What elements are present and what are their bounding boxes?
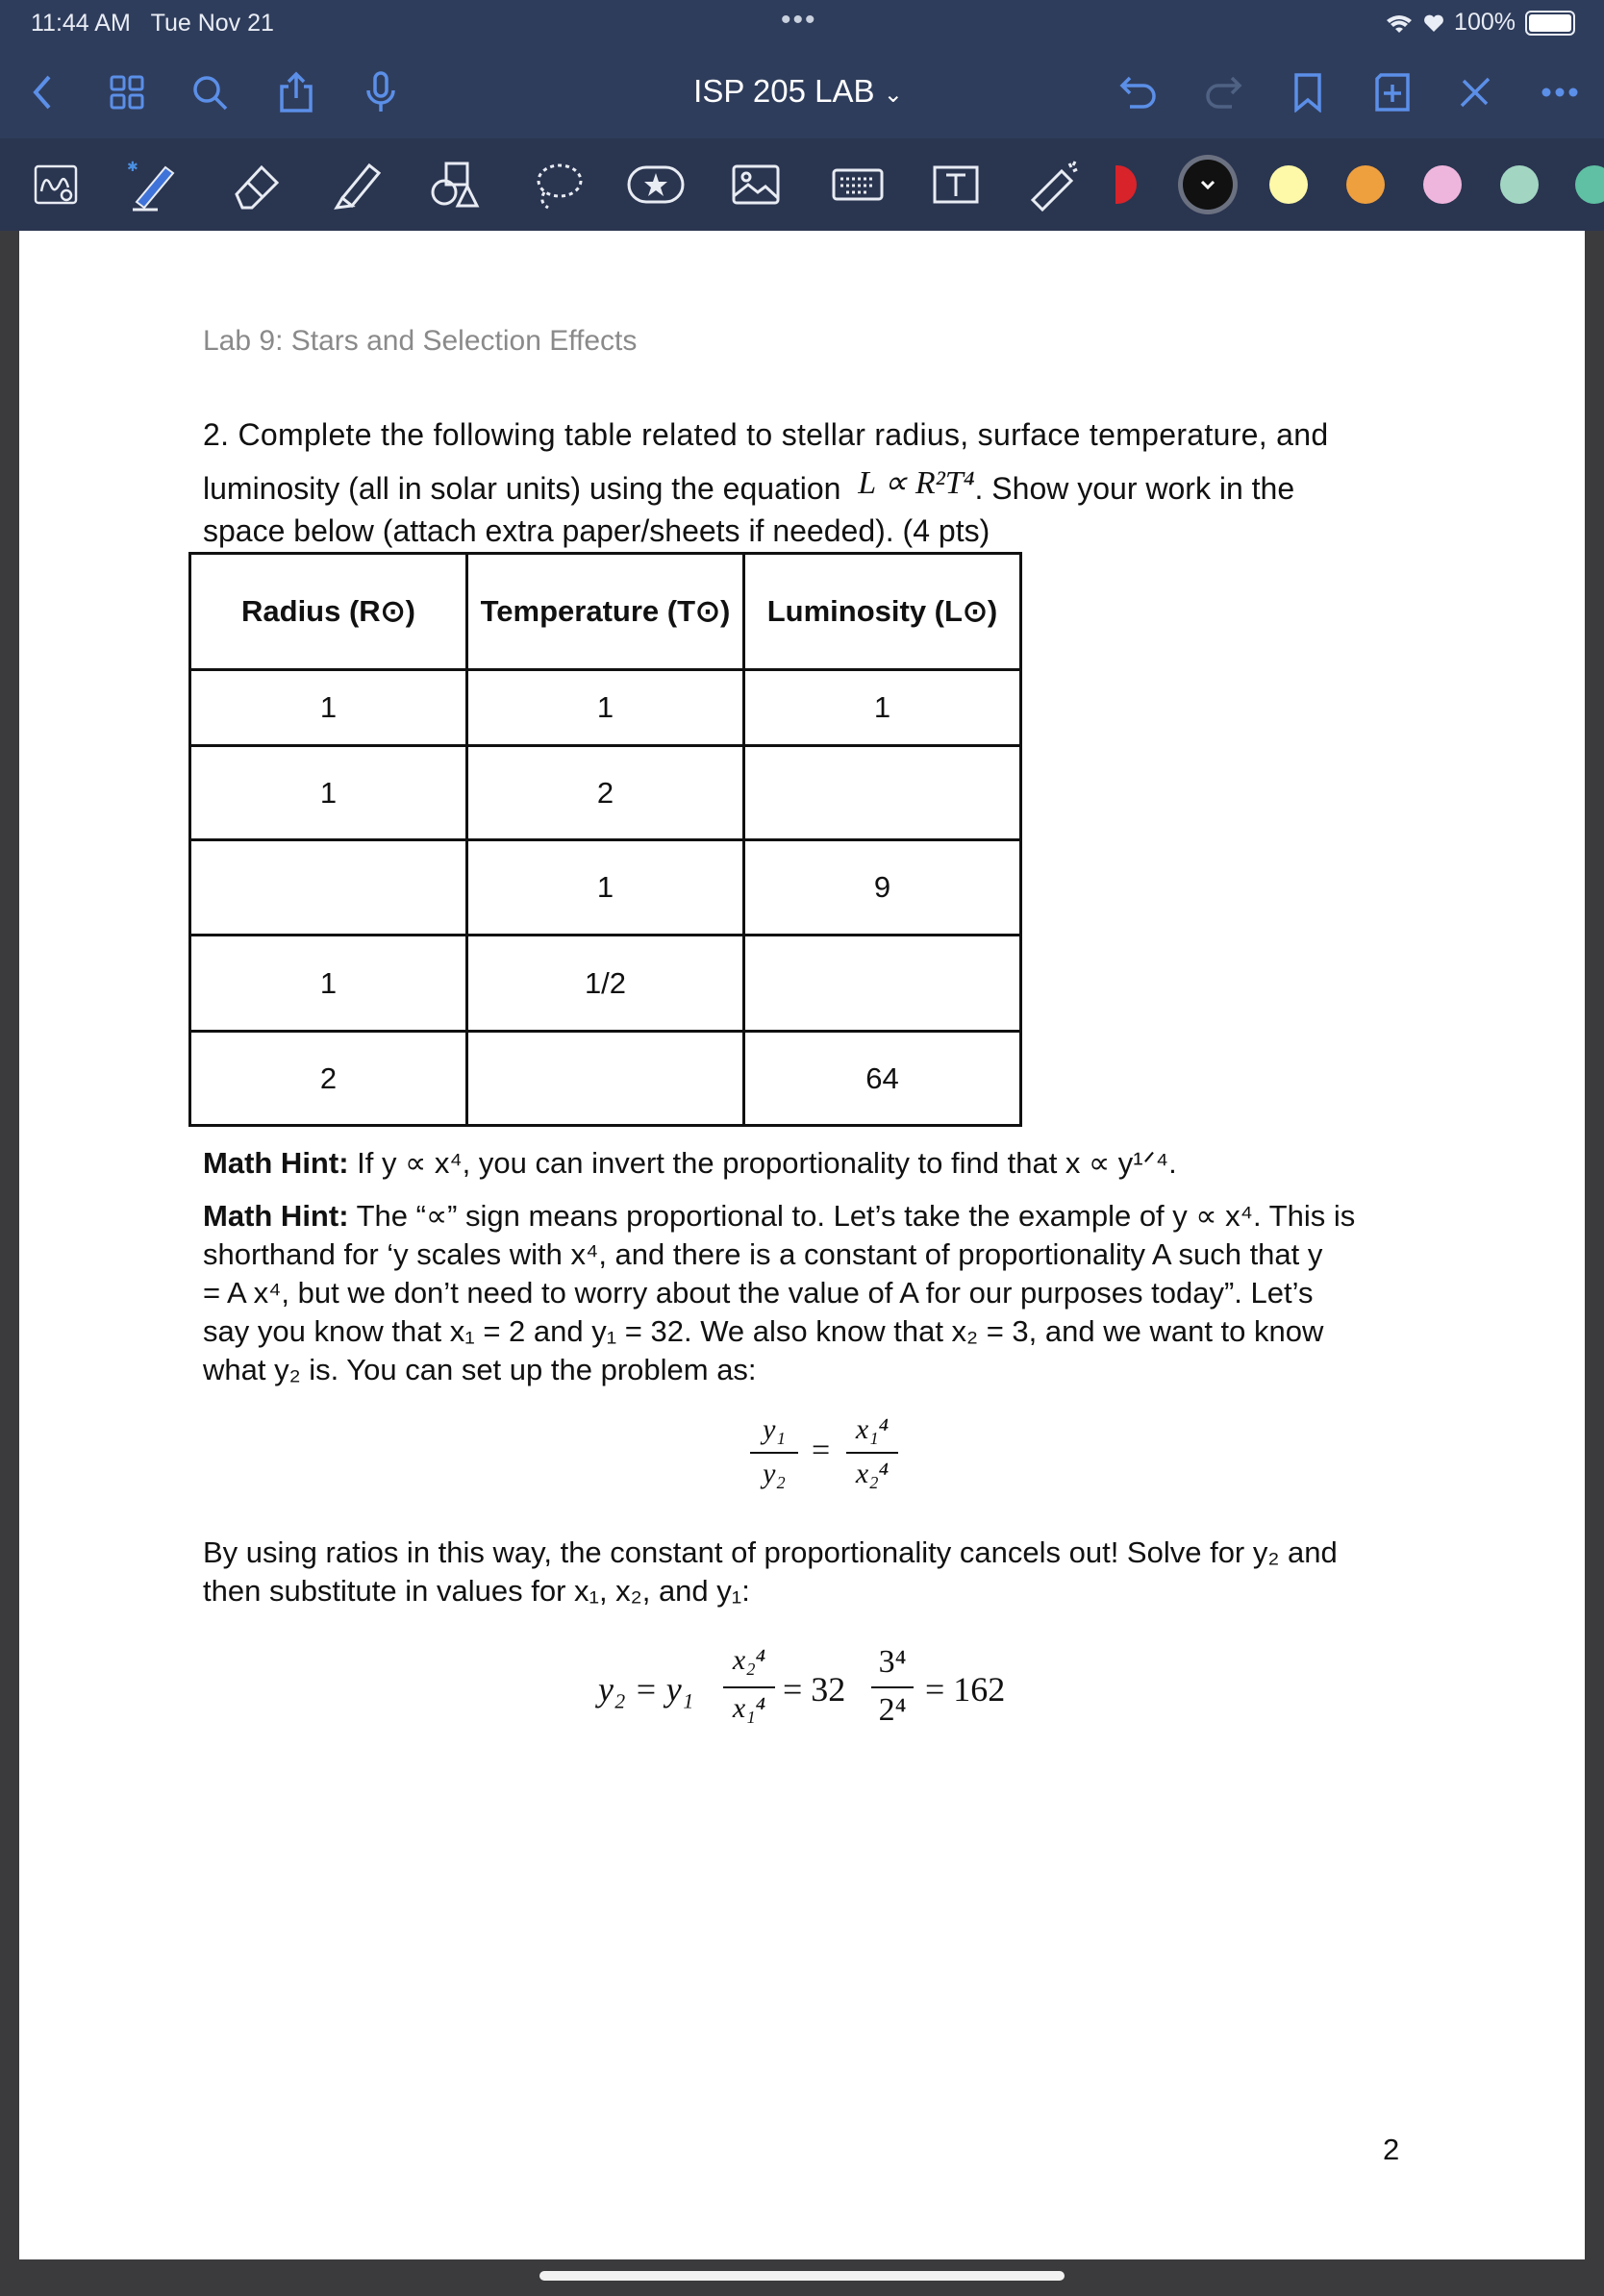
- table-header-row: [190, 554, 1021, 670]
- ratio-paragraph: By using ratios in this way, the constant of proportionality cancels out! Solve for y₂ and then substitute in values for x₁, x₂, and y₁:: [203, 1535, 1338, 1608]
- battery-percent: 100%: [1454, 9, 1516, 36]
- table-row: [190, 1032, 1021, 1126]
- pen-tool-icon[interactable]: [125, 156, 183, 213]
- bookmark-icon[interactable]: [1281, 65, 1335, 119]
- page-number: 2: [1383, 2133, 1400, 2166]
- status-right: [1385, 9, 1575, 37]
- column-header-luminosity: Luminosity (L⊙): [744, 554, 1021, 670]
- math-hint-1: Math Hint: If y ∝ x⁴, you can invert the proportionality to find that x ∝ y¹ᐟ⁴.: [203, 1146, 1177, 1180]
- wifi-icon: [1385, 12, 1414, 34]
- eraser-icon[interactable]: [227, 156, 285, 213]
- question-line-3: space below (attach extra paper/sheets if needed). (4 pts): [203, 513, 990, 548]
- status-time: 11:44 AM Tue Nov 21: [31, 10, 274, 37]
- more-options-icon[interactable]: [1533, 65, 1587, 119]
- color-swatch-pink[interactable]: [1423, 165, 1462, 204]
- table-cell[interactable]: [744, 746, 1021, 840]
- thumbnails-grid-icon[interactable]: [100, 65, 154, 119]
- color-swatch-teal[interactable]: [1575, 165, 1604, 204]
- color-swatch-yellow[interactable]: [1269, 165, 1308, 204]
- table-cell[interactable]: 1: [190, 746, 467, 840]
- add-page-icon[interactable]: [1366, 65, 1419, 119]
- table-row: [190, 670, 1021, 746]
- color-swatch-red[interactable]: [1115, 165, 1137, 204]
- close-tools-icon[interactable]: [1448, 65, 1502, 119]
- question-line-1: 2. Complete the following table related to stellar radius, surface temperature, and: [203, 417, 1329, 452]
- multitasking-dots[interactable]: •••: [781, 4, 817, 36]
- image-icon[interactable]: [727, 156, 785, 213]
- table-row: [190, 840, 1021, 936]
- hint-label: Math Hint:: [203, 1199, 349, 1233]
- svg-text:✱: ✱: [127, 160, 138, 175]
- table-cell[interactable]: 1: [744, 670, 1021, 746]
- undo-icon[interactable]: [1112, 65, 1165, 119]
- table-cell[interactable]: 1/2: [467, 936, 744, 1032]
- table-row: [190, 746, 1021, 840]
- table-cell[interactable]: 1: [190, 670, 467, 746]
- table-cell[interactable]: 1: [467, 670, 744, 746]
- color-swatch-black-selected[interactable]: [1183, 160, 1233, 210]
- table-cell[interactable]: [467, 1032, 744, 1126]
- highlighter-icon[interactable]: [327, 156, 385, 213]
- document-title-menu[interactable]: ISP 205 LAB ⌄: [693, 73, 903, 109]
- luminosity-table: [188, 552, 1022, 1127]
- table-cell[interactable]: 9: [744, 840, 1021, 936]
- question-line-2: luminosity (all in solar units) using the equation L ∝ R²T⁴. Show your work in the: [203, 465, 1295, 506]
- keyboard-icon[interactable]: [829, 156, 887, 213]
- microphone-icon[interactable]: [354, 65, 408, 119]
- home-indicator[interactable]: [539, 2271, 1065, 2281]
- math-hint-2: Math Hint: The “∝” sign means proportional to. Let’s take the example of y ∝ x⁴. This is shorthand for ‘y scales with x⁴, and there is a constant of proportionality A such that y = A x⁴, but we don’t need to worry about the value of A for our purposes today”. Let’s say you know that x₁ = 2 and y₁ = 32. We also know that x₂ = 3, and we want to know what y₂ is. You can set up the problem as:: [203, 1199, 1356, 1386]
- page-header: Lab 9: Stars and Selection Effects: [203, 325, 638, 357]
- color-swatch-mint[interactable]: [1500, 165, 1539, 204]
- annotation-toolbar: [0, 138, 1604, 231]
- solution-equation: y₂ = y₁ x₂⁴ x₁⁴ = 32 3⁴ 2⁴ = 162: [598, 1644, 1006, 1728]
- text-box-icon[interactable]: [927, 156, 985, 213]
- battery-icon: [1525, 11, 1575, 36]
- laser-pointer-icon[interactable]: [1025, 156, 1083, 213]
- table-cell[interactable]: [190, 840, 467, 936]
- elements-star-icon[interactable]: [627, 156, 685, 213]
- navigation-bar: [0, 46, 1604, 138]
- ratio-equation: y₁ y₂ = x₁⁴ x₂⁴: [750, 1413, 923, 1519]
- redo-icon[interactable]: [1196, 65, 1250, 119]
- shapes-icon[interactable]: [427, 156, 485, 213]
- status-bar: [0, 0, 1604, 46]
- color-swatch-orange[interactable]: [1346, 165, 1385, 204]
- column-header-radius: Radius (R⊙): [190, 554, 467, 670]
- table-cell[interactable]: 64: [744, 1032, 1021, 1126]
- lasso-icon[interactable]: [529, 156, 587, 213]
- table-row: [190, 936, 1021, 1032]
- search-icon[interactable]: [183, 65, 237, 119]
- document-page[interactable]: [19, 231, 1585, 2259]
- heart-icon: [1423, 13, 1444, 33]
- table-cell[interactable]: [744, 936, 1021, 1032]
- table-cell[interactable]: 2: [467, 746, 744, 840]
- table-cell[interactable]: 1: [190, 936, 467, 1032]
- back-chevron-icon[interactable]: [15, 65, 69, 119]
- table-cell[interactable]: 2: [190, 1032, 467, 1126]
- table-cell[interactable]: 1: [467, 840, 744, 936]
- share-icon[interactable]: [269, 65, 323, 119]
- chevron-down-icon: ⌄: [883, 82, 903, 108]
- handwriting-icon[interactable]: [27, 156, 85, 213]
- hint-label: Math Hint:: [203, 1146, 349, 1180]
- luminosity-equation: L ∝ R²T⁴: [858, 465, 975, 501]
- column-header-temperature: Temperature (T⊙): [467, 554, 744, 670]
